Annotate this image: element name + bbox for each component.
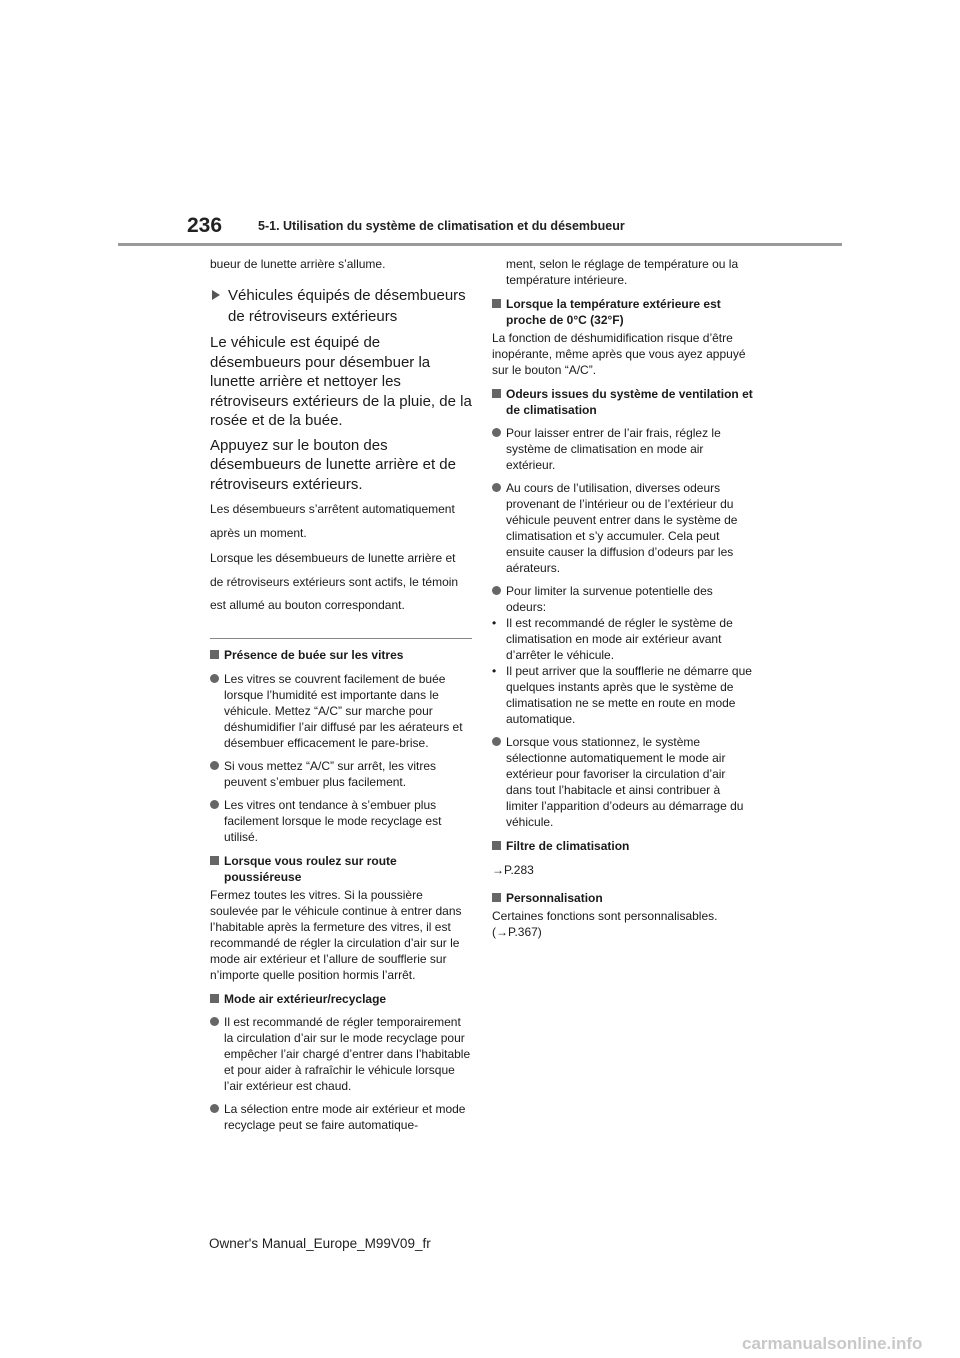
section-text: Fermez toutes les vitres. Si la poussière soulevée par le véhicule continue à entrer dans l’habitable après la fermeture des vitres, il est recommandé de régler la circulation d’air sur le mode air extérieur et l’allure de soufflerie sur n’importe quelle position hormis l’arrêt. <box>210 887 462 982</box>
list-item: Lorsque vous stationnez, le système sélectionne automatiquement le mode air extérieur pour favoriser la circulation d’air dans tout l’habitacle et ainsi contribuer à limiter l’apparition d’odeurs au démarrage du véhicule. <box>492 734 754 830</box>
section-heading: Filtre de climatisation <box>492 838 754 854</box>
circle-bullet-icon <box>492 428 501 437</box>
section-heading: Mode air extérieur/recyclage <box>210 991 472 1007</box>
list-item: Au cours de l’utilisation, diverses odeurs provenant de l’intérieur ou de l’extérieur du véhicule peuvent entrer dans le système de climatisation et s’y accumuler. Cela peut ensuite causer la diffusion d’odeurs par les aérateurs. <box>492 480 754 576</box>
square-bullet-icon <box>210 650 219 659</box>
body-paragraph: Le véhicule est équipé de désembueurs pour désembuer la lunette arrière et nettoyer les rétroviseurs extérieurs de la pluie, de la rosée et de la buée. <box>210 334 472 429</box>
circle-bullet-icon <box>210 800 219 809</box>
section-heading: Présence de buée sur les vitres <box>210 647 472 663</box>
section-text: Certaines fonctions sont personnalisables. (→P.367) <box>492 909 718 939</box>
circle-bullet-icon <box>492 483 501 492</box>
section-heading: Personnalisation <box>492 890 754 906</box>
square-bullet-icon <box>492 841 501 850</box>
circle-bullet-icon <box>210 761 219 770</box>
circle-bullet-icon <box>492 586 501 595</box>
sub-bullet-icon: • <box>492 616 497 630</box>
sub-bullet-icon: • <box>492 664 497 678</box>
list-item: Pour laisser entrer de l’air frais, réglez le système de climatisation en mode air extérieur. <box>492 425 754 473</box>
list-item: Il est recommandé de régler temporairement la circulation d’air sur le mode recyclage pour empêcher l’air chargé d’entrer dans l’habitable et pour aider à rafraîchir le véhicule lorsque l’air extérieur est chaud. <box>210 1014 472 1094</box>
list-item: Les vitres ont tendance à s’embuer plus facilement lorsque le mode recyclage est utilisé. <box>210 797 472 845</box>
list-item: Pour limiter la survenue potentielle des odeurs: <box>492 583 754 615</box>
square-bullet-icon <box>492 893 501 902</box>
section-divider <box>210 638 472 639</box>
square-bullet-icon <box>492 299 501 308</box>
right-column <box>492 256 754 940</box>
list-item: Si vous mettez “A/C” sur arrêt, les vitres peuvent s’embuer plus facilement. <box>210 758 472 790</box>
note-paragraph: Les désembueurs s’arrêtent automatiquement après un moment. <box>210 502 455 540</box>
square-bullet-icon <box>210 856 219 865</box>
section-text: La fonction de déshumidification risque d’être inopérante, même après que vous ayez appuyé sur le bouton “A/C”. <box>492 331 746 377</box>
square-bullet-icon <box>492 389 501 398</box>
sub-list-item: • Il peut arriver que la soufflerie ne démarre que quelques instants après que le système de climatisation ne se mette en route en mode automatique. <box>492 664 752 726</box>
circle-bullet-icon <box>210 674 219 683</box>
intro-text: bueur de lunette arrière s’allume. <box>210 257 386 271</box>
section-title: 5-1. Utilisation du système de climatisation et du désembueur <box>258 219 625 233</box>
watermark: carmanualsonline.info <box>742 1334 923 1353</box>
circle-bullet-icon <box>210 1017 219 1026</box>
page-reference: →P.283 <box>492 863 534 877</box>
page-number: 236 <box>187 214 223 237</box>
subsection-heading: Véhicules équipés de désembueurs de rétroviseurs extérieurs <box>210 285 472 327</box>
page-header <box>0 0 960 250</box>
list-item: La sélection entre mode air extérieur et mode recyclage peut se faire automatique- <box>210 1101 472 1133</box>
note-paragraph: Lorsque les désembueurs de lunette arrière et de rétroviseurs extérieurs sont actifs, le témoin est allumé au bouton correspondant. <box>210 551 459 612</box>
sub-list-item: • Il est recommandé de régler le système de climatisation en mode air extérieur avant d’arrêter le véhicule. <box>492 616 733 662</box>
section-heading: Lorsque la température extérieure est proche de 0°C (32°F) <box>492 296 754 328</box>
section-heading: Lorsque vous roulez sur route poussiéreuse <box>210 853 472 885</box>
square-bullet-icon <box>210 994 219 1003</box>
left-column <box>210 256 472 1133</box>
triangle-bullet-icon <box>212 290 220 300</box>
section-heading: Odeurs issues du système de ventilation et de climatisation <box>492 386 754 418</box>
body-paragraph: Appuyez sur le bouton des désembueurs de lunette arrière et de rétroviseurs extérieurs. <box>210 436 456 493</box>
continued-text: ment, selon le réglage de température ou la température intérieure. <box>506 257 739 287</box>
list-item: Les vitres se couvrent facilement de buée lorsque l’humidité est importante dans le véhicule. Mettez “A/C” sur marche pour déshumidifier l’air diffusé par les aérateurs et désembuer efficacement le pare-brise. <box>210 671 472 751</box>
circle-bullet-icon <box>492 737 501 746</box>
circle-bullet-icon <box>210 1104 219 1113</box>
manual-footer: Owner's Manual_Europe_M99V09_fr <box>209 1236 431 1251</box>
header-divider <box>118 243 842 246</box>
